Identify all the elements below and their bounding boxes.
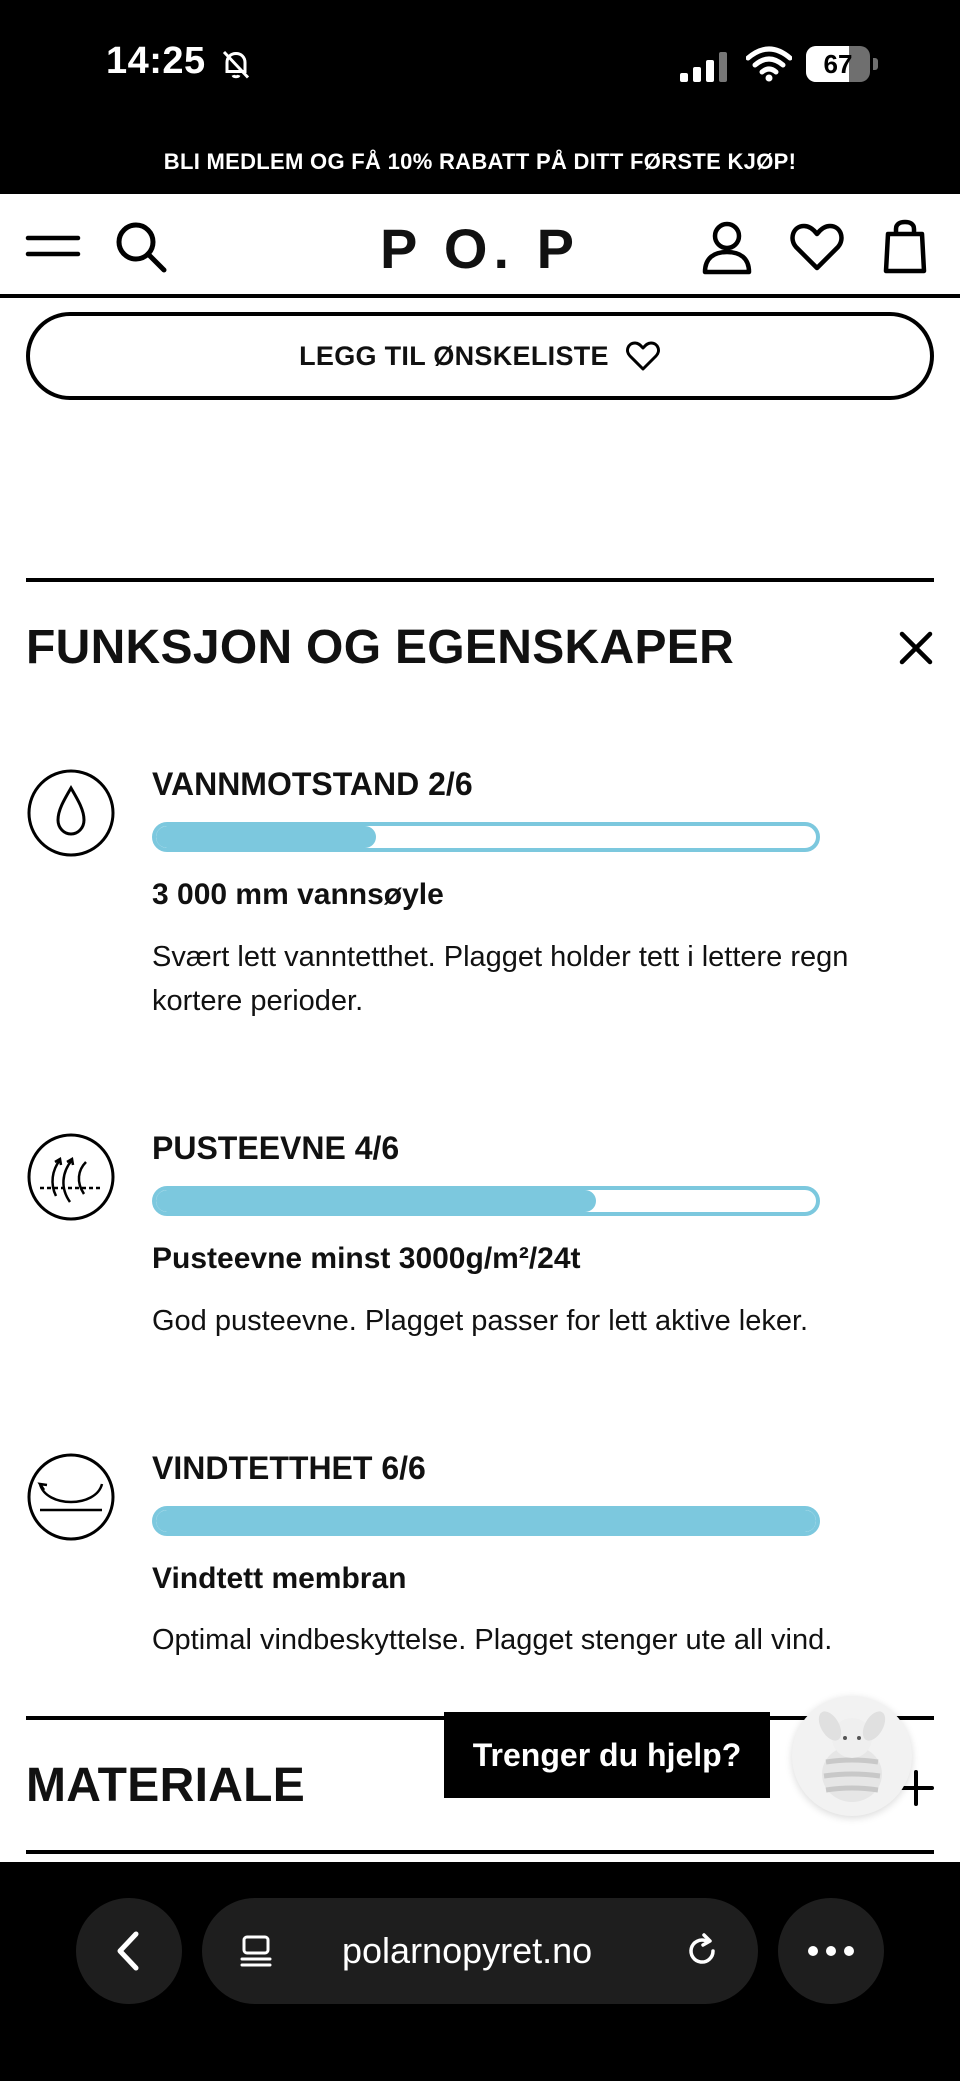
feature-title: VANNMOTSTAND 2/6 (152, 766, 473, 802)
cellular-signal-icon (680, 52, 728, 82)
battery-indicator (806, 46, 878, 82)
feature-description: God pusteevne. Plagget passer for lett aktive leker. (152, 1305, 809, 1337)
help-chat-button[interactable]: Trenger du hjelp? (444, 1712, 770, 1798)
more-options-button[interactable] (778, 1898, 884, 2004)
more-icon (778, 1898, 884, 2004)
add-to-wishlist-button[interactable] (26, 312, 934, 400)
feature-description: Svært lett vanntetthet. Plagget holder tett i lettere regn kortere perioder. (152, 941, 849, 1017)
battery-percent: 67 (823, 49, 853, 79)
back-button[interactable] (76, 1898, 182, 2004)
search-icon[interactable] (112, 218, 170, 276)
wishlist-button-label: LEGG TIL ØNSKELISTE (299, 340, 609, 371)
water-drop-icon (26, 768, 116, 858)
level-bar (152, 1506, 820, 1536)
reload-icon[interactable] (682, 1931, 722, 1971)
address-bar-url: polarnopyret.no (342, 1930, 593, 1971)
wifi-icon (746, 46, 792, 82)
level-bar-fill (156, 1510, 816, 1532)
address-bar[interactable] (202, 1898, 758, 2004)
plush-bunny-icon (792, 1696, 912, 1816)
feature-subtitle: Pusteevne minst 3000g/m²/24t (152, 1242, 581, 1275)
wishlist-heart-icon[interactable] (788, 218, 846, 276)
breathability-icon (26, 1132, 116, 1222)
site-header (0, 194, 960, 298)
feature-description: Optimal vindbeskyttelse. Plagget stenger ute all vind. (152, 1624, 833, 1656)
level-bar-fill (156, 826, 376, 848)
materiale-section-title[interactable]: MATERIALE (26, 1759, 306, 1812)
feature-title: PUSTEEVNE 4/6 (152, 1130, 400, 1166)
features-section-title[interactable]: FUNKSJON OG EGENSKAPER (26, 621, 735, 674)
promo-banner[interactable]: BLI MEDLEM OG FÅ 10% RABATT PÅ DITT FØRSTE KJØP! (0, 130, 960, 194)
divider (26, 1850, 934, 1854)
close-icon[interactable] (896, 628, 936, 668)
bell-muted-icon (218, 46, 254, 82)
shopping-bag-icon[interactable] (876, 218, 934, 276)
page-info-icon (236, 1931, 276, 1971)
site-logo[interactable]: P O. P (380, 217, 580, 280)
help-avatar[interactable] (792, 1696, 912, 1816)
wind-icon (26, 1452, 116, 1542)
menu-icon[interactable] (24, 218, 82, 276)
chevron-left-icon (76, 1898, 182, 2004)
status-bar (0, 0, 960, 130)
feature-title: VINDTETTHET 6/6 (152, 1450, 426, 1486)
feature-subtitle: Vindtett membran (152, 1562, 407, 1595)
level-bar (152, 1186, 820, 1216)
divider (26, 578, 934, 582)
heart-icon (625, 340, 661, 372)
account-icon[interactable] (698, 218, 756, 276)
feature-subtitle: 3 000 mm vannsøyle (152, 878, 444, 911)
status-time: 14:25 (106, 40, 206, 82)
level-bar (152, 822, 820, 852)
level-bar-fill (156, 1190, 596, 1212)
